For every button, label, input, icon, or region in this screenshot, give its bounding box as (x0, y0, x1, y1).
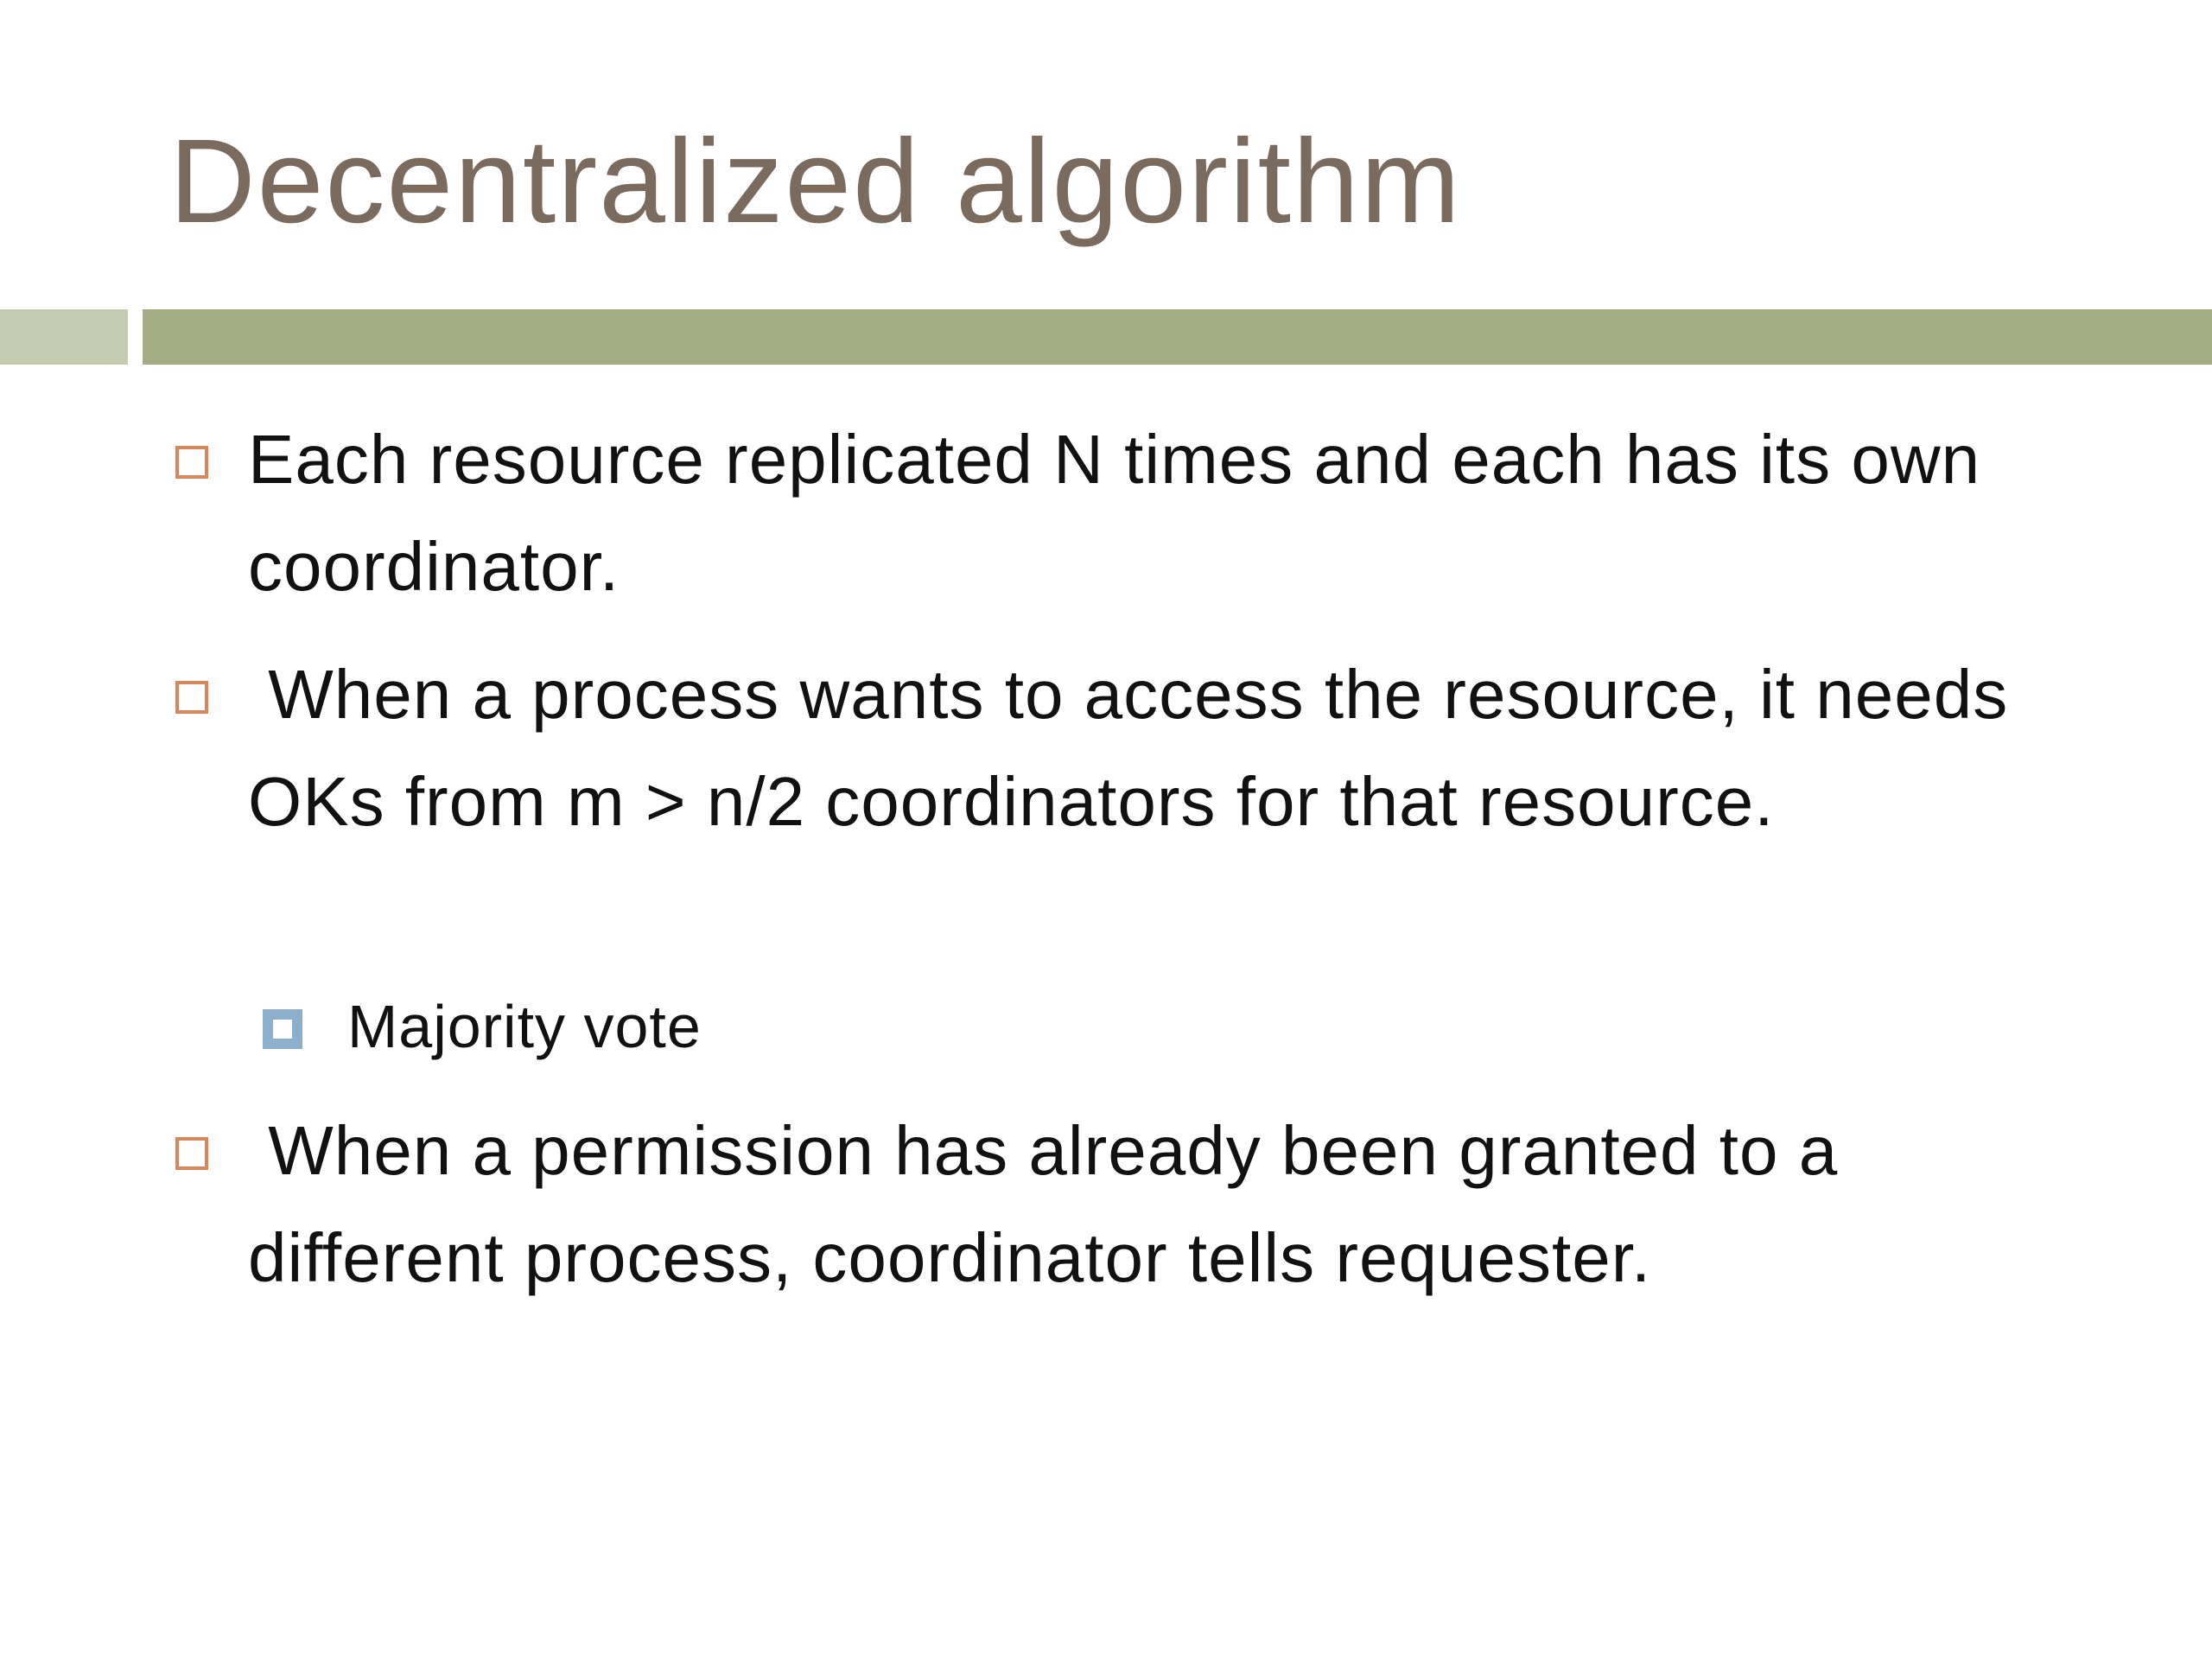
slide-title: Decentralized algorithm (169, 115, 1462, 248)
sub-bullet-text: Majority vote (347, 993, 702, 1060)
square-bullet-icon (175, 446, 208, 479)
bullet-text: When a permission has already been granted to a different process, coordinator tells requester. (248, 1112, 1839, 1296)
filled-square-bullet-icon (263, 1009, 302, 1049)
square-bullet-icon (175, 1137, 208, 1170)
bullet-text: Each resource replicated N times and each has its own coordinator. (248, 421, 1981, 605)
square-bullet-icon (175, 681, 208, 714)
title-accent-bar (143, 309, 2212, 365)
bullet-text: When a process wants to access the resource, it needs OKs from m > n/2 coordinators for that resource. (248, 656, 2009, 840)
title-accent-bar-left (0, 309, 128, 365)
